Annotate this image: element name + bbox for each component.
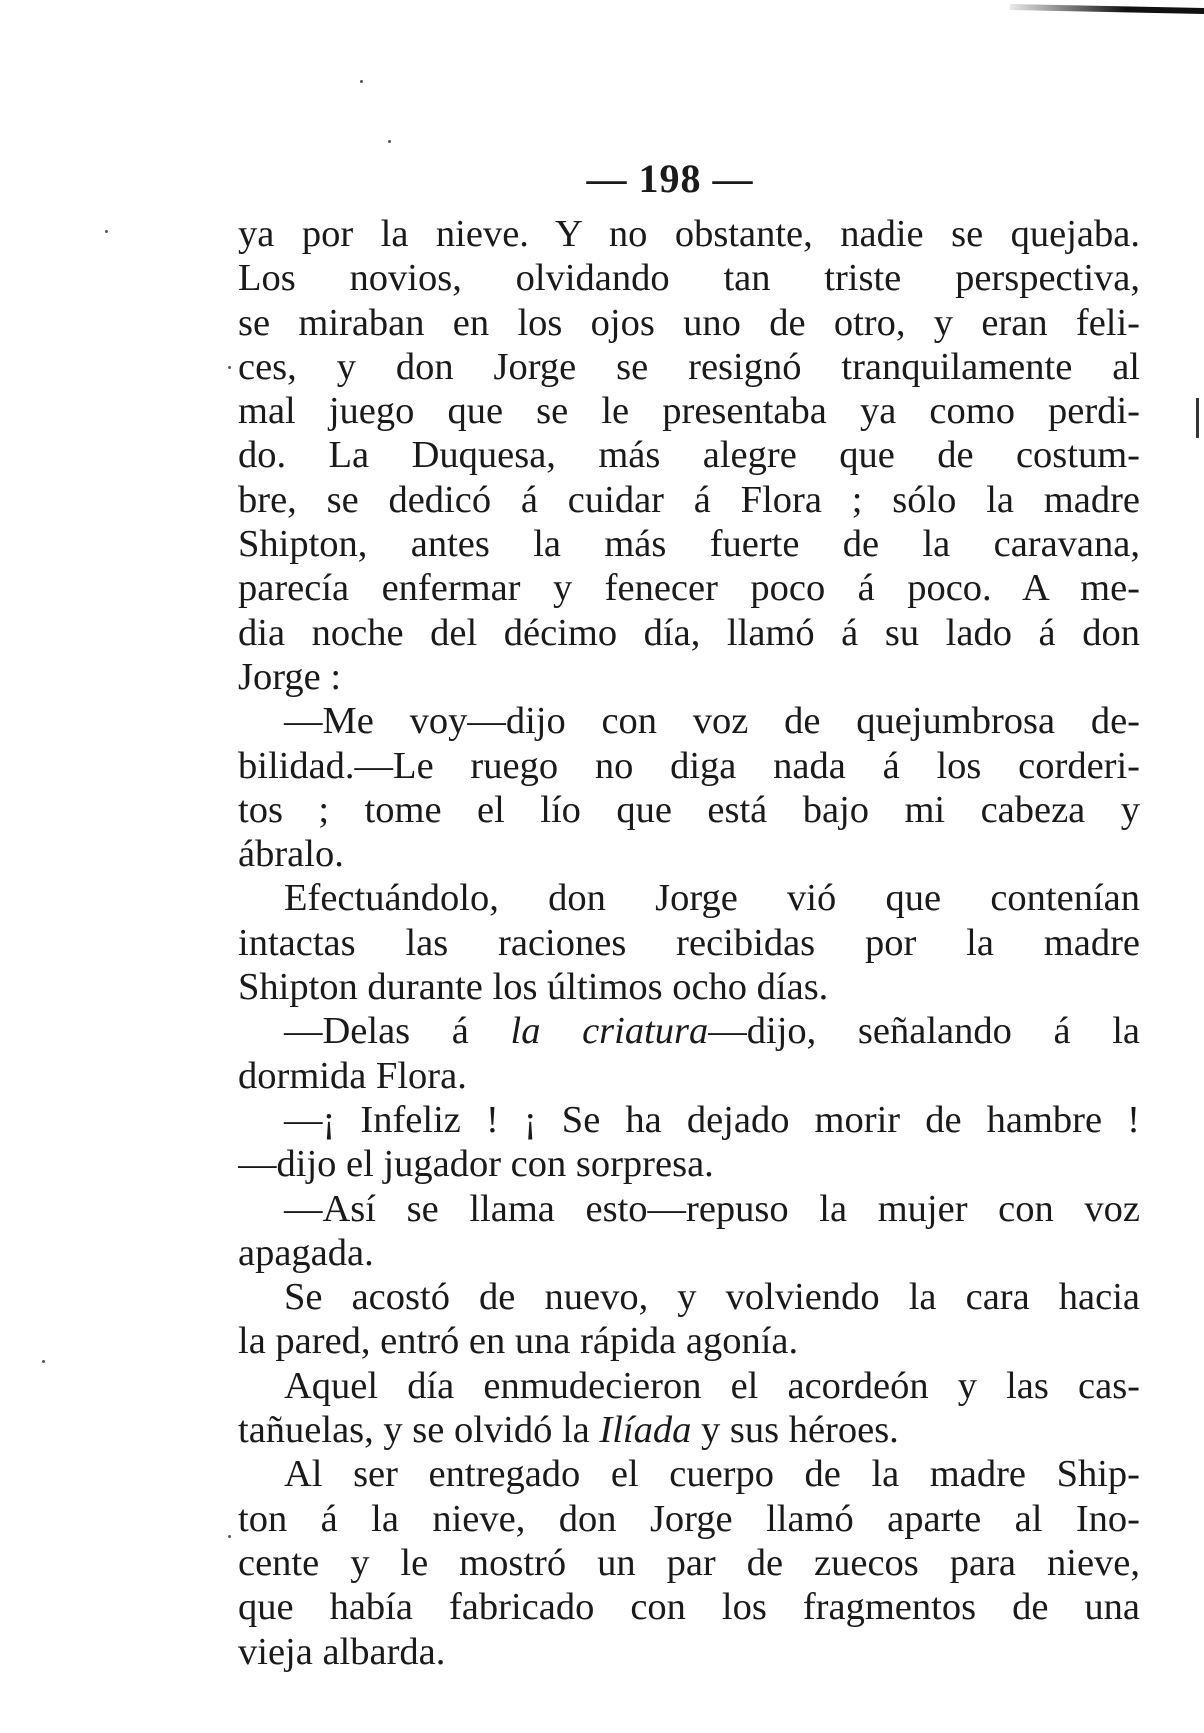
- text-line: dia noche del décimo día, llamó á su lado á don: [238, 611, 1140, 654]
- text-line: vieja albarda.: [238, 1630, 446, 1673]
- paper-speck: [360, 80, 363, 83]
- text-line: —¡ Infeliz ! ¡ Se ha dejado morir de hambre !: [284, 1098, 1140, 1141]
- text-line: dormida Flora.: [238, 1054, 467, 1097]
- text-segment: tañuelas, y se olvidó la: [238, 1409, 600, 1452]
- text-segment: —dijo, señalando á la: [708, 1010, 1140, 1053]
- page-number: — 198 —: [586, 156, 754, 201]
- text-line: parecía enfermar y fenecer poco á poco. A me-: [238, 567, 1140, 610]
- text-line: la pared, entró en una rápida agonía.: [238, 1320, 799, 1363]
- text-line: Al ser entregado el cuerpo de la madre Ship-: [284, 1453, 1140, 1496]
- paper-speck: [228, 1535, 231, 1538]
- text-line: cente y le mostró un par de zuecos para nieve,: [238, 1541, 1140, 1584]
- paper-speck: [388, 140, 391, 143]
- text-line: ces, y don Jorge se resignó tranquilamente al: [238, 345, 1140, 388]
- text-line: Shipton, antes la más fuerte de la caravana,: [238, 523, 1140, 566]
- text-line: do. La Duquesa, más alegre que de costum-: [238, 434, 1140, 477]
- text-line: [238, 1408, 1140, 1452]
- text-line: Jorge :: [238, 655, 342, 698]
- text-line: —dijo el jugador con sorpresa.: [238, 1143, 714, 1186]
- text-line: ya por la nieve. Y no obstante, nadie se quejaba.: [238, 213, 1140, 255]
- text-line: Los novios, olvidando tan triste perspectiva,: [238, 257, 1140, 300]
- text-line: bilidad.—Le ruego no diga nada á los corderi-: [238, 744, 1140, 787]
- text-line: mal juego que se le presentaba ya como perdi-: [238, 390, 1140, 433]
- italic-title: Ilíada: [599, 1409, 692, 1452]
- text-line: Shipton durante los últimos ocho días.: [238, 966, 829, 1009]
- page-body-text: [238, 212, 1140, 1674]
- text-line: [238, 1009, 1140, 1053]
- text-line: intactas las raciones recibidas por la madre: [238, 921, 1140, 964]
- text-line: se miraban en los ojos uno de otro, y eran feli-: [238, 301, 1140, 344]
- text-line: Se acostó de nuevo, y volviendo la cara hacia: [284, 1276, 1140, 1319]
- text-line: Efectuándolo, don Jorge vió que contenían: [284, 877, 1140, 920]
- text-line: —Así se llama esto—repuso la mujer con voz: [284, 1187, 1140, 1230]
- margin-mark: [1196, 398, 1199, 438]
- text-line: —Me voy—dijo con voz de quejumbrosa de-: [284, 700, 1140, 743]
- paper-speck: [105, 230, 108, 233]
- text-segment: y sus héroes.: [691, 1409, 899, 1452]
- text-line: bre, se dedicó á cuidar á Flora ; sólo la madre: [238, 478, 1140, 521]
- paper-speck: [42, 1360, 45, 1363]
- top-edge-rule: [1010, 4, 1204, 14]
- italic-title: la criatura: [510, 1010, 709, 1053]
- paper-speck: [228, 366, 231, 369]
- text-line: Aquel día enmudecieron el acordeón y las cas-: [284, 1364, 1140, 1407]
- text-line: ábralo.: [238, 833, 344, 876]
- text-line: ton á la nieve, don Jorge llamó aparte al Ino-: [238, 1497, 1140, 1540]
- text-line: que había fabricado con los fragmentos de una: [238, 1586, 1140, 1629]
- text-segment: —Delas á: [284, 1010, 511, 1053]
- text-line: tos ; tome el lío que está bajo mi cabeza y: [238, 788, 1140, 831]
- text-line: apagada.: [238, 1231, 374, 1274]
